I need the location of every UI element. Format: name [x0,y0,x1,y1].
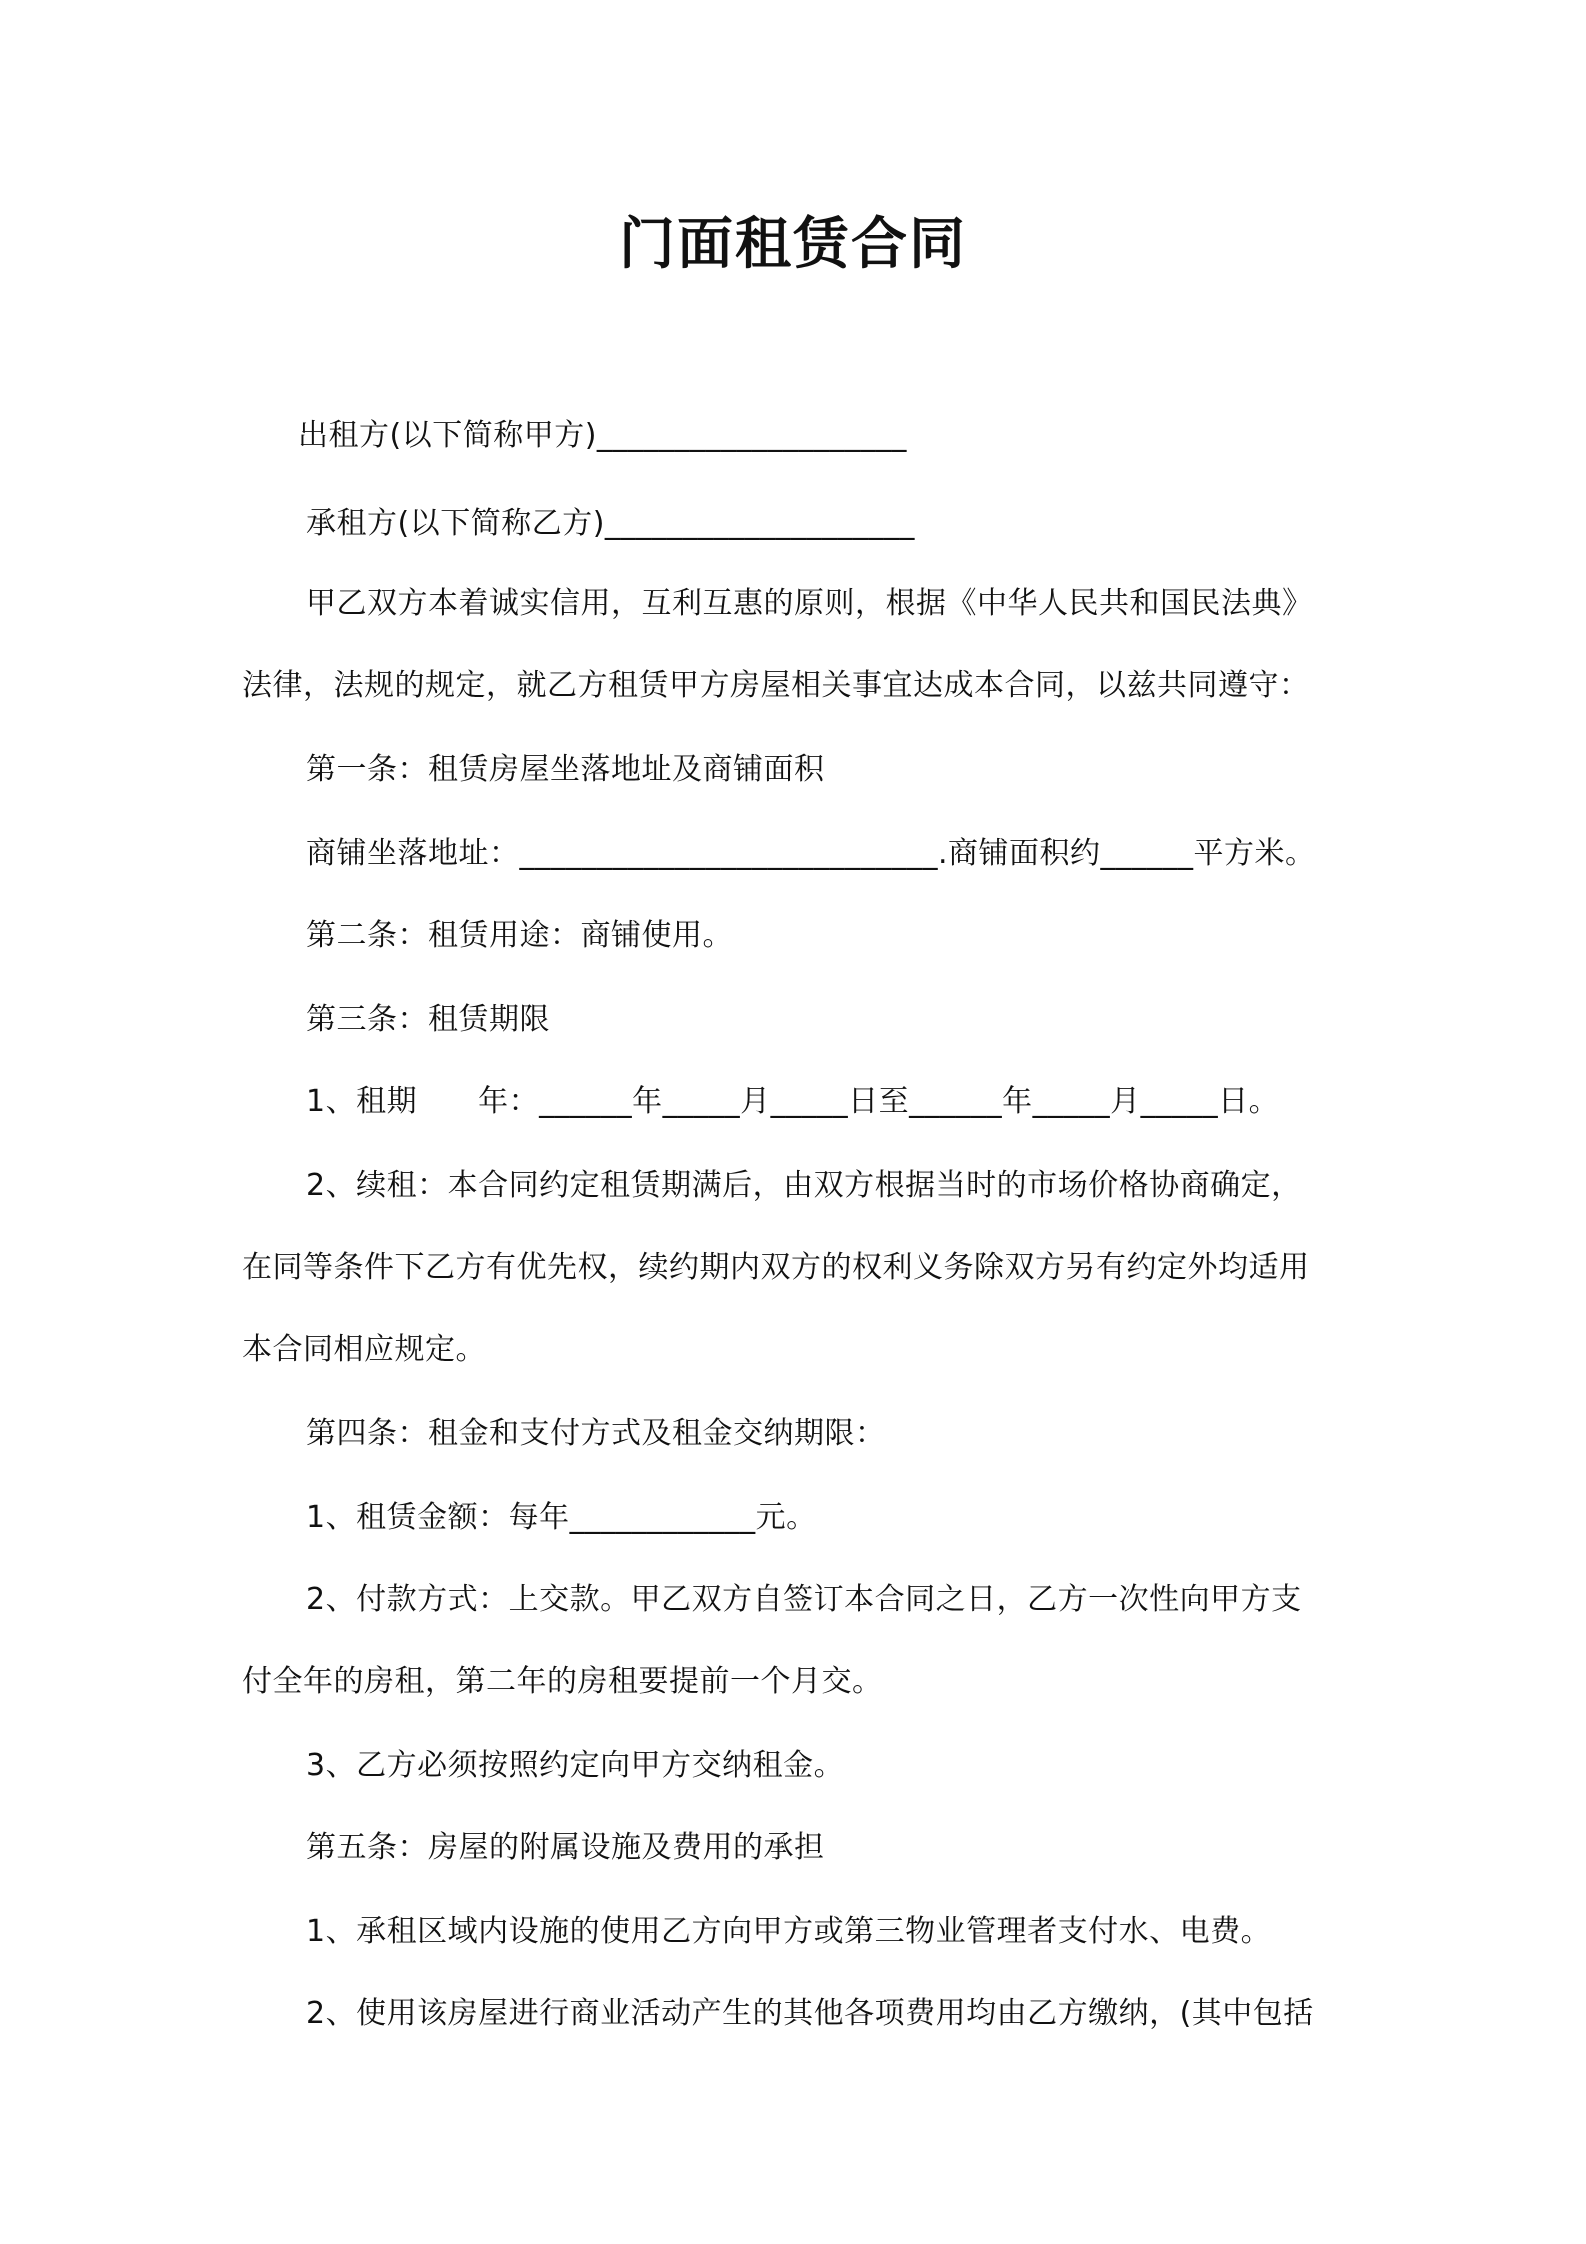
paragraph-line: 2、使用该房屋进行商业活动产生的其他各项费用均由乙方缴纳，(其中包括 [306,1996,1314,2031]
paragraph-line: 本合同相应规定。 [242,1332,486,1367]
paragraph-line: 2、续租：本合同约定租赁期满后，由双方根据当时的市场价格协商确定， [306,1168,1302,1203]
paragraph-line: 商铺坐落地址：___________________________.商铺面积约______平方米。 [306,836,1316,871]
paragraph-line: 1、承租区域内设施的使用乙方向甲方或第三物业管理者支付水、电费。 [306,1914,1272,1949]
paragraph-line: 在同等条件下乙方有优先权，续约期内双方的权利义务除双方另有约定外均适用 [242,1250,1310,1285]
document-title: 门面租赁合同 [619,212,967,277]
lessor-line: 出租方(以下简称甲方)____________________ [298,418,907,453]
paragraph-line: 1、租期 年：______年_____月_____日至______年_____月_____日。 [306,1084,1280,1119]
lessee-line: 承租方(以下简称乙方)____________________ [306,506,915,541]
paragraph-line: 甲乙双方本着诚实信用，互利互惠的原则，根据《中华人民共和国民法典》 [306,586,1313,621]
article-heading: 第三条：租赁期限 [306,1002,550,1037]
article-heading: 第五条：房屋的附属设施及费用的承担 [306,1830,825,1865]
paragraph-line: 2、付款方式：上交款。甲乙双方自签订本合同之日，乙方一次性向甲方支 [306,1582,1302,1617]
paragraph-line: 法律，法规的规定，就乙方租赁甲方房屋相关事宜达成本合同，以兹共同遵守： [242,668,1310,703]
paragraph-line: 3、乙方必须按照约定向甲方交纳租金。 [306,1748,845,1783]
article-heading: 第四条：租金和支付方式及租金交纳期限： [306,1416,886,1451]
article-heading: 第二条：租赁用途：商铺使用。 [306,918,733,953]
article-heading: 第一条：租赁房屋坐落地址及商铺面积 [306,752,825,787]
paragraph-line: 1、租赁金额：每年____________元。 [306,1500,817,1535]
paragraph-line: 付全年的房租，第二年的房租要提前一个月交。 [242,1664,883,1699]
